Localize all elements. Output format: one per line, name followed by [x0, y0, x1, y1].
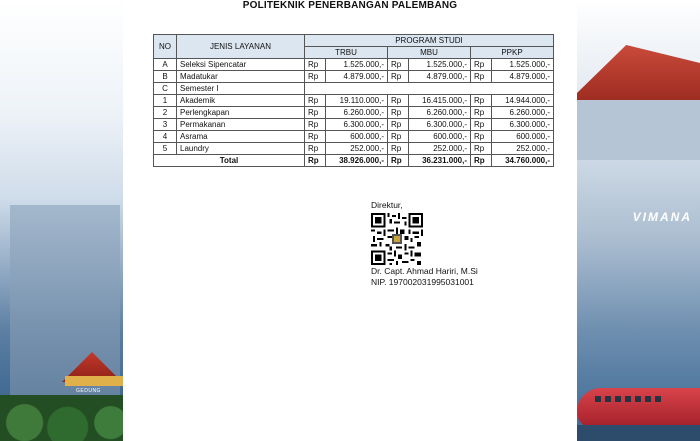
currency-label: Rp	[471, 143, 492, 155]
fee-amount-trbu: 252.000,-	[326, 143, 388, 155]
header-program-trbu: TRBU	[305, 47, 388, 59]
right-background-photo	[577, 0, 700, 441]
fee-amount-mbu: 16.415.000,-	[409, 95, 471, 107]
fee-amount-mbu: 1.525.000,-	[409, 59, 471, 71]
currency-label: Rp	[305, 143, 326, 155]
row-service-name: Akademik	[177, 95, 305, 107]
table-row	[154, 95, 554, 107]
total-row	[154, 155, 554, 167]
currency-label: Rp	[388, 59, 409, 71]
header-program-ppkp: PPKP	[471, 47, 554, 59]
aircraft	[577, 388, 700, 428]
total-label: Total	[154, 155, 305, 167]
row-service-name: Madatukar	[177, 71, 305, 83]
currency-label: Rp	[305, 131, 326, 143]
fee-amount-ppkp: 600.000,-	[492, 131, 554, 143]
row-number: 1	[154, 95, 177, 107]
currency-label: Rp	[471, 71, 492, 83]
roof-band	[65, 376, 123, 386]
table-row	[154, 143, 554, 155]
fee-amount-ppkp: 14.944.000,-	[492, 95, 554, 107]
table-row	[154, 119, 554, 131]
row-number: 2	[154, 107, 177, 119]
terminal-roof	[577, 45, 700, 105]
currency-label: Rp	[388, 119, 409, 131]
fee-amount-trbu: 6.260.000,-	[326, 107, 388, 119]
currency-label: Rp	[471, 155, 492, 167]
currency-label: Rp	[471, 59, 492, 71]
signature-name: Dr. Capt. Ahmad Hariri, M.Si	[371, 266, 478, 276]
row-empty-cell	[305, 83, 554, 95]
currency-label: Rp	[305, 59, 326, 71]
row-service-name: Permakanan	[177, 119, 305, 131]
fee-amount-trbu: 4.879.000,-	[326, 71, 388, 83]
row-number: A	[154, 59, 177, 71]
row-number: C	[154, 83, 177, 95]
currency-label: Rp	[305, 71, 326, 83]
fee-amount-ppkp: 252.000,-	[492, 143, 554, 155]
fee-amount-trbu: 19.110.000,-	[326, 95, 388, 107]
table-row	[154, 131, 554, 143]
fee-amount-trbu: 1.525.000,-	[326, 59, 388, 71]
row-service-name: Asrama	[177, 131, 305, 143]
currency-label: Rp	[471, 95, 492, 107]
fee-amount-ppkp: 1.525.000,-	[492, 59, 554, 71]
row-number: 4	[154, 131, 177, 143]
header-no: NO	[154, 35, 177, 59]
qr-code-icon	[371, 213, 423, 265]
currency-label: Rp	[471, 131, 492, 143]
fee-amount-mbu: 600.000,-	[409, 131, 471, 143]
currency-label: Rp	[388, 107, 409, 119]
fee-table	[153, 34, 554, 167]
fee-amount-trbu: 600.000,-	[326, 131, 388, 143]
row-service-name: Perlengkapan	[177, 107, 305, 119]
header-jenis-layanan: JENIS LAYANAN	[177, 35, 305, 59]
currency-label: Rp	[305, 155, 326, 167]
row-number: 5	[154, 143, 177, 155]
currency-label: Rp	[388, 143, 409, 155]
fee-amount-ppkp: 6.300.000,-	[492, 119, 554, 131]
table-row	[154, 71, 554, 83]
fee-amount-mbu: 6.300.000,-	[409, 119, 471, 131]
fee-amount-ppkp: 6.260.000,-	[492, 107, 554, 119]
currency-label: Rp	[388, 155, 409, 167]
currency-label: Rp	[305, 95, 326, 107]
currency-label: Rp	[305, 107, 326, 119]
table-row	[154, 107, 554, 119]
fee-amount-mbu: 252.000,-	[409, 143, 471, 155]
row-number: B	[154, 71, 177, 83]
page-title: POLITEKNIK PENERBANGAN PALEMBANG	[242, 0, 458, 11]
total-amount-trbu: 38.926.000,-	[326, 155, 388, 167]
currency-label: Rp	[388, 131, 409, 143]
table-row	[154, 59, 554, 71]
total-amount-ppkp: 34.760.000,-	[492, 155, 554, 167]
row-number: 3	[154, 119, 177, 131]
table-row	[154, 83, 554, 95]
building-lettering: VIMANA	[632, 210, 692, 224]
fee-amount-ppkp: 4.879.000,-	[492, 71, 554, 83]
total-amount-mbu: 36.231.000,-	[409, 155, 471, 167]
currency-label: Rp	[388, 71, 409, 83]
signature-nip: NIP. 197002031995031001	[371, 277, 474, 287]
trees	[0, 395, 123, 441]
currency-label: Rp	[471, 119, 492, 131]
row-service-name: Seleksi Sipencatar	[177, 59, 305, 71]
currency-label: Rp	[305, 119, 326, 131]
terminal-facade	[577, 100, 700, 160]
tarmac	[577, 425, 700, 441]
fee-amount-trbu: 6.300.000,-	[326, 119, 388, 131]
header-program-mbu: MBU	[388, 47, 471, 59]
row-service-name: Semester I	[177, 83, 305, 95]
left-background-photo	[0, 0, 123, 441]
fee-amount-mbu: 6.260.000,-	[409, 107, 471, 119]
signature-role: Direktur,	[371, 200, 403, 210]
header-program-studi: PROGRAM STUDI	[305, 35, 554, 47]
row-service-name: Laundry	[177, 143, 305, 155]
building-sign: GEDUNG	[76, 388, 101, 394]
fee-amount-mbu: 4.879.000,-	[409, 71, 471, 83]
currency-label: Rp	[388, 95, 409, 107]
currency-label: Rp	[471, 107, 492, 119]
document-page	[123, 0, 577, 441]
